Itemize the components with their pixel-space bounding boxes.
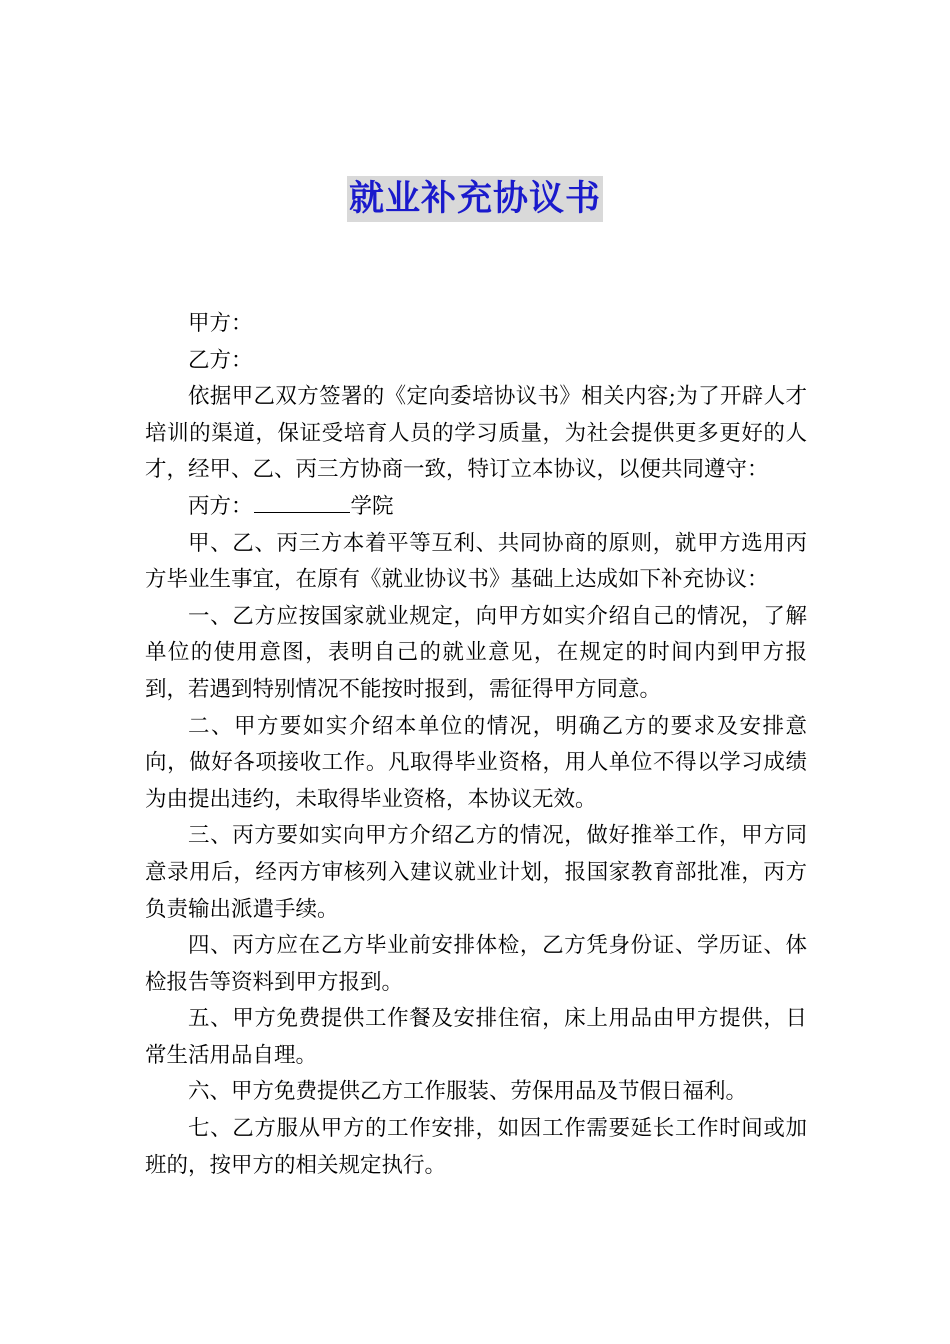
party-a-line: 甲方： xyxy=(188,311,253,336)
document-body xyxy=(145,306,807,1184)
clause-5: 五、甲方免费提供工作餐及安排住宿，床上用品由甲方提供，日常生活用品自理。 xyxy=(145,1006,807,1068)
party-c-suffix: 学院 xyxy=(350,493,394,519)
clause-4: 四、丙方应在乙方毕业前安排体检，乙方凭身份证、学历证、体检报告等资料到甲方报到。 xyxy=(145,933,807,995)
clause-2: 二、甲方要如实介绍本单位的情况，明确乙方的要求及安排意向，做好各项接收工作。凡取得毕业资格，用人单位不得以学习成绩为由提出违约，未取得毕业资格，本协议无效。 xyxy=(145,713,807,812)
clause-6: 六、甲方免费提供乙方工作服装、劳保用品及节假日福利。 xyxy=(188,1079,748,1105)
clause-7: 七、乙方服从甲方的工作安排，如因工作需要延长工作时间或加班的，按甲方的相关规定执行。 xyxy=(145,1116,807,1178)
party-c-line xyxy=(145,489,807,526)
party-c-blank xyxy=(254,489,350,513)
intro-paragraph: 甲、乙、丙三方本着平等互利、共同协商的原则，就甲方选用丙方毕业生事宜，在原有《就业协议书》基础上达成如下补充协议： xyxy=(145,530,807,593)
party-b-line: 乙方： xyxy=(188,347,253,373)
clause-1: 一、乙方应按国家就业规定，向甲方如实介绍自己的情况，了解单位的使用意图，表明自己的就业意见，在规定的时间内到甲方报到，若遇到特别情况不能按时报到，需征得甲方同意。 xyxy=(145,603,807,702)
title-container xyxy=(0,176,950,222)
document-title: 就业补充协议书 xyxy=(347,176,603,222)
preamble-paragraph: 依据甲乙双方签署的《定向委培协议书》相关内容;为了开辟人才培训的渠道，保证受培育人员的学习质量，为社会提供更多更好的人才，经甲、乙、丙三方协商一致，特订立本协议，以便共同遵守： xyxy=(145,384,807,483)
party-c-label: 丙方： xyxy=(188,493,253,519)
clause-3: 三、丙方要如实向甲方介绍乙方的情况，做好推举工作，甲方同意录用后，经丙方审核列入建议就业计划，报国家教育部批准，丙方负责输出派遣手续。 xyxy=(145,823,807,922)
